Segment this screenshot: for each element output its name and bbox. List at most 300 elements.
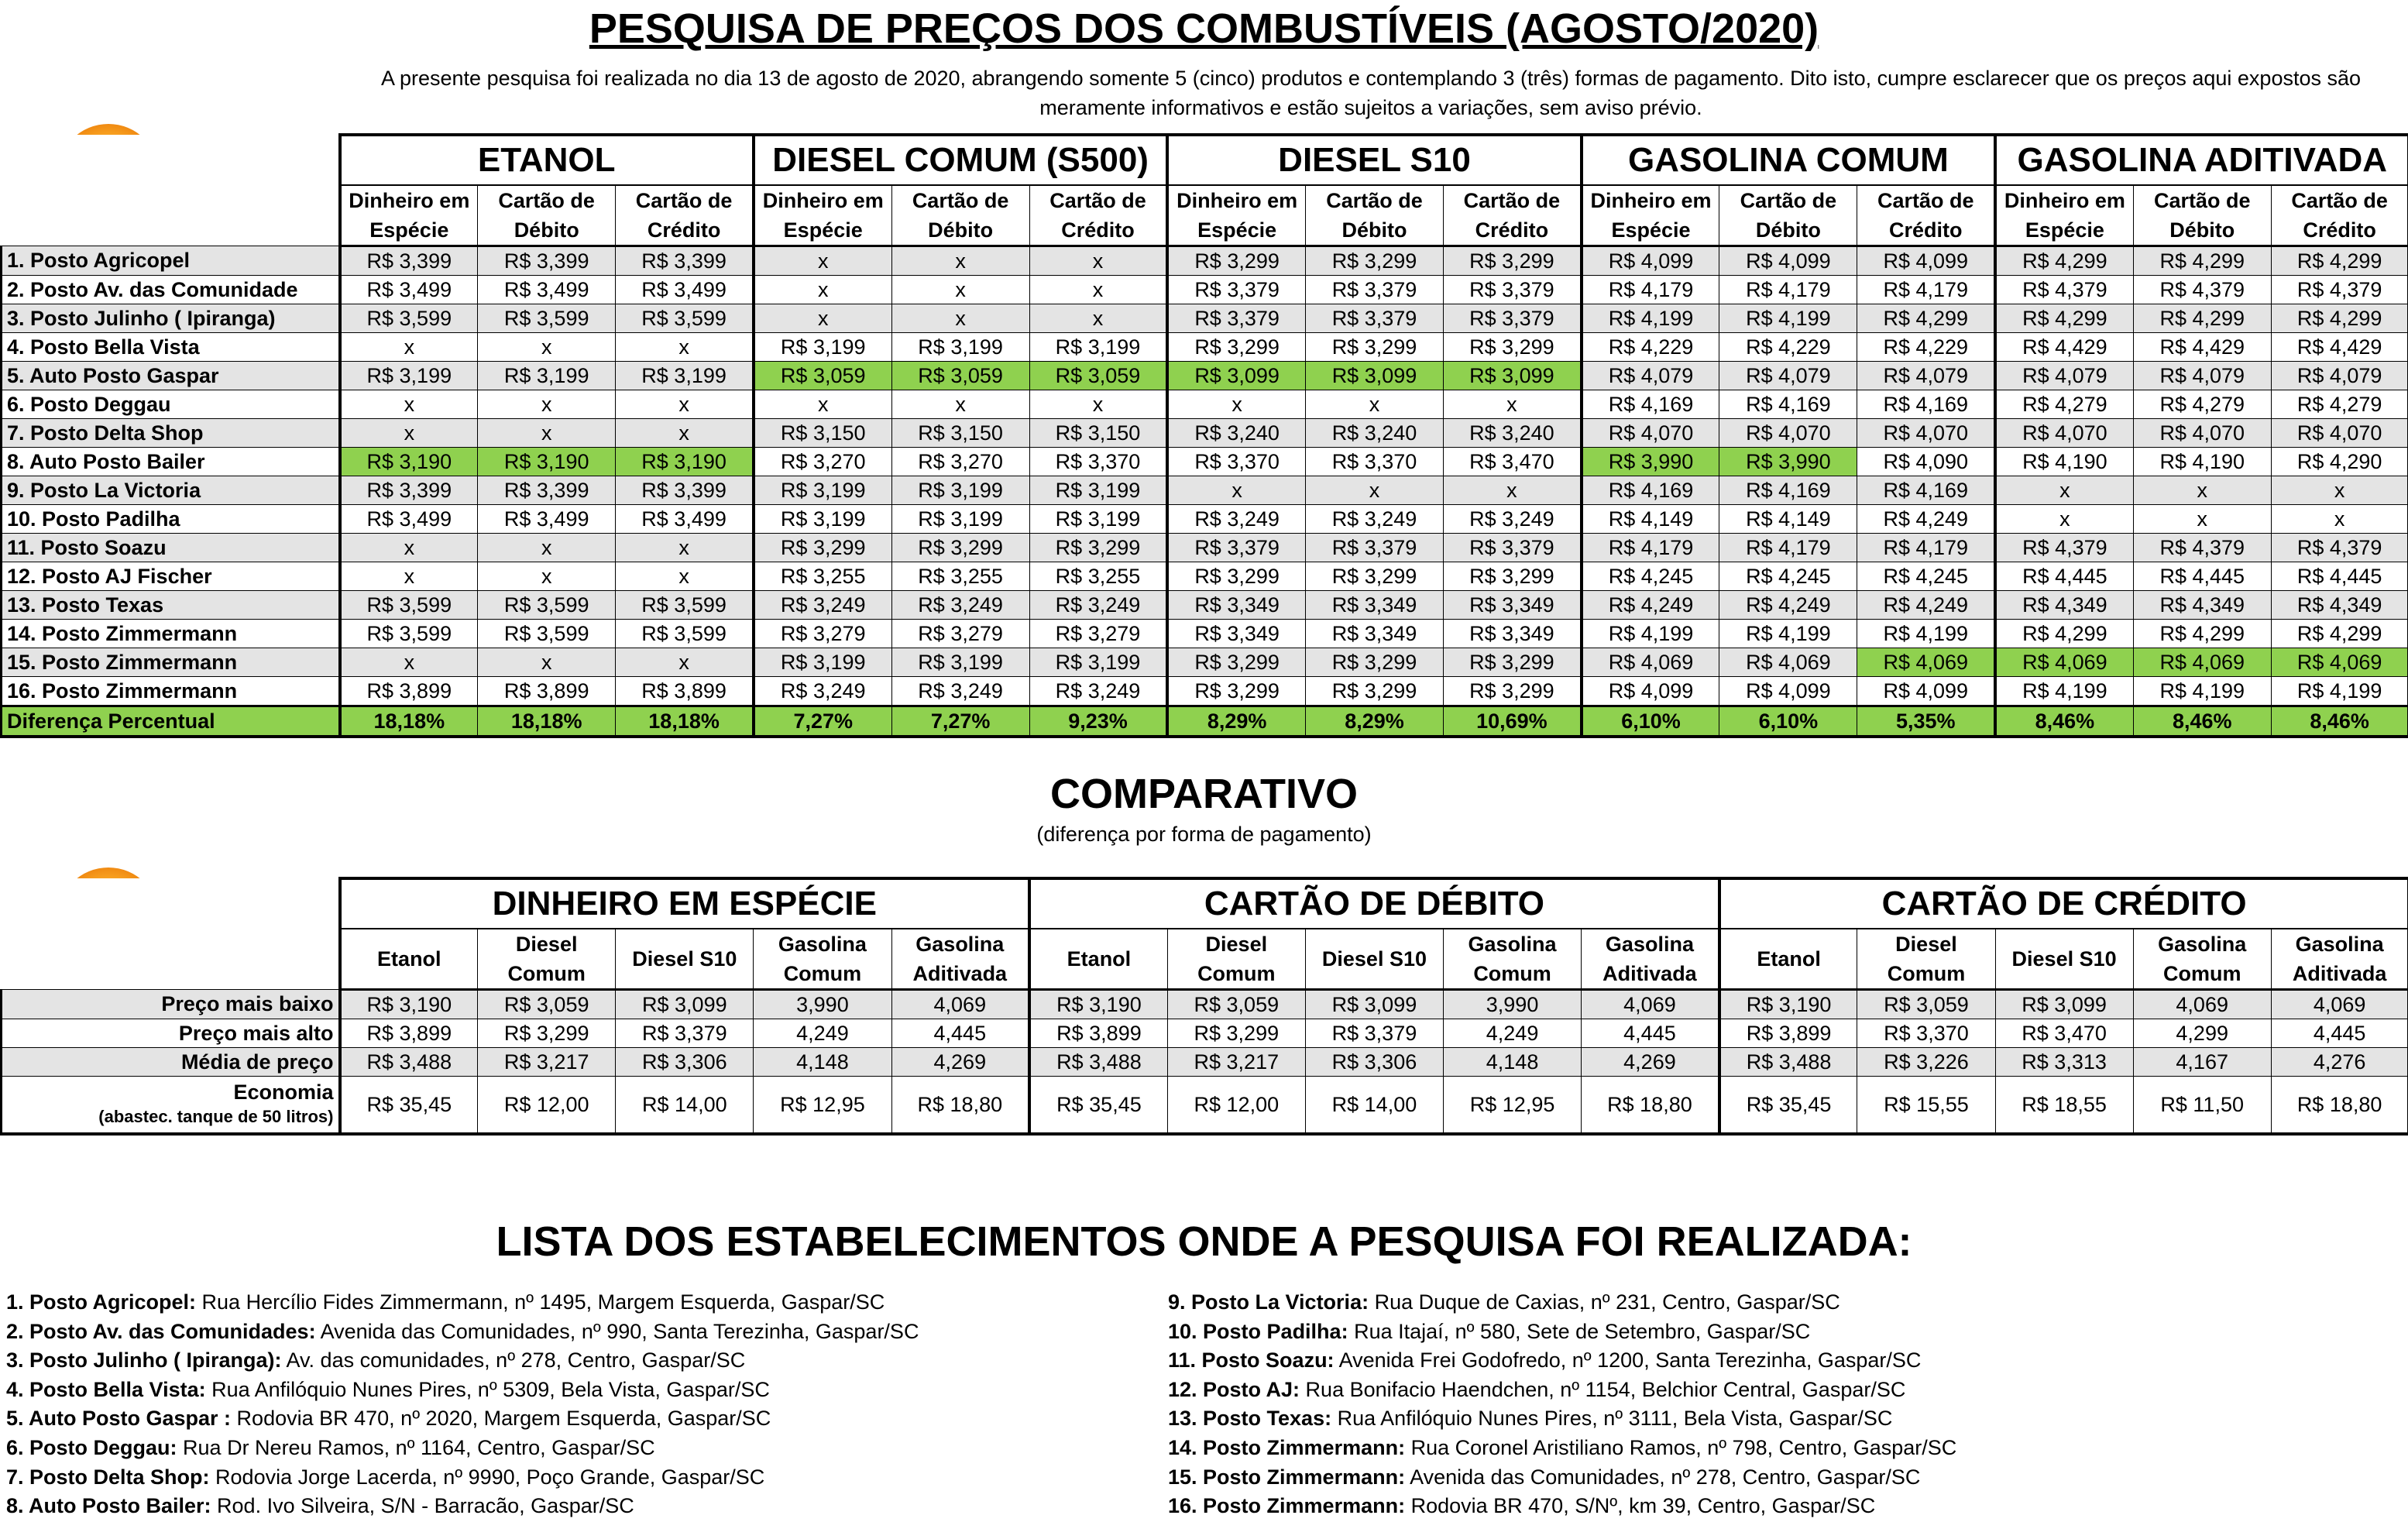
value-cell: R$ 3,379 [1305,1019,1443,1048]
price-cell: R$ 4,070 [1995,419,2133,448]
price-cell: x [616,534,754,562]
payment-header: Cartão de Crédito [1444,185,1582,246]
price-cell: R$ 3,059 [754,362,891,390]
fuel-header: Gasolina Aditivada [2271,929,2408,990]
value-cell: 3,990 [1444,990,1582,1019]
price-cell: R$ 3,499 [616,505,754,534]
price-table-body [2,246,2408,737]
price-cell: R$ 3,279 [891,620,1029,648]
price-cell: R$ 4,279 [2133,390,2271,419]
economia-cell: R$ 12,00 [1167,1077,1305,1135]
price-cell: R$ 3,270 [891,448,1029,476]
price-cell: x [616,390,754,419]
value-cell: 4,269 [891,1048,1029,1077]
establishment-name: 1. Posto Agricopel: [6,1290,197,1314]
station-name: 7. Posto Delta Shop [2,419,340,448]
table-row [2,534,2408,562]
price-cell: R$ 3,299 [1444,333,1582,362]
price-cell: R$ 3,299 [1305,648,1443,677]
establishments-list-right [1168,1288,1956,1521]
price-cell: R$ 3,255 [754,562,891,591]
payment-group-header: DINHEIRO EM ESPÉCIE [340,878,1030,929]
table-row [2,448,2408,476]
value-cell: 4,276 [2271,1048,2408,1077]
economia-cell: R$ 11,50 [2133,1077,2271,1135]
price-cell: x [891,276,1029,304]
value-cell: R$ 3,306 [1305,1048,1443,1077]
page-title: PESQUISA DE PREÇOS DOS COMBUSTÍVEIS (AGOSTO/2020) [589,5,1819,52]
table-row [2,505,2408,534]
price-cell: R$ 3,299 [1305,246,1443,276]
list-item [6,1376,919,1405]
station-name: 9. Posto La Victoria [2,476,340,505]
price-cell: R$ 3,249 [1029,677,1167,706]
establishment-address: Av. das comunidades, nº 278, Centro, Gaspar/SC [281,1348,746,1373]
diff-cell: 8,29% [1305,706,1443,737]
economia-cell: R$ 18,80 [2271,1077,2408,1135]
value-cell: R$ 3,059 [1167,990,1305,1019]
list-item [1168,1404,1956,1434]
payment-header: Dinheiro em Espécie [1995,185,2133,246]
payment-header: Cartão de Débito [2133,185,2271,246]
economia-cell: R$ 35,45 [1029,1077,1167,1135]
price-cell: R$ 4,079 [2271,362,2408,390]
fuel-header: Etanol [1029,929,1167,990]
value-cell: R$ 3,059 [1857,990,1995,1019]
price-cell: R$ 4,069 [2271,648,2408,677]
price-cell: x [2133,505,2271,534]
price-cell: R$ 4,190 [2133,448,2271,476]
price-cell: x [478,648,616,677]
price-cell: x [478,562,616,591]
price-cell: R$ 4,179 [1582,534,1719,562]
price-cell: R$ 4,169 [1857,390,1995,419]
establishment-name: 9. Posto La Victoria: [1168,1290,1369,1314]
economia-cell: R$ 12,95 [1444,1077,1582,1135]
price-cell: R$ 4,169 [1582,390,1719,419]
payment-group-header: CARTÃO DE CRÉDITO [1719,878,2408,929]
value-cell: R$ 3,099 [616,990,754,1019]
price-cell: x [1167,476,1305,505]
price-cell: x [616,333,754,362]
price-cell: R$ 4,299 [2133,246,2271,276]
price-cell: R$ 3,299 [1444,648,1582,677]
price-cell: R$ 4,069 [1995,648,2133,677]
price-cell: R$ 3,199 [616,362,754,390]
price-cell: R$ 3,199 [754,333,891,362]
table-row [2,419,2408,448]
list-item [6,1492,919,1521]
price-cell: R$ 4,099 [1719,246,1857,276]
price-cell: x [340,562,478,591]
value-cell: 4,269 [1582,1048,1719,1077]
value-cell: R$ 3,899 [340,1019,478,1048]
payment-header: Cartão de Débito [1719,185,1857,246]
payment-header: Cartão de Débito [891,185,1029,246]
value-cell: 4,069 [2271,990,2408,1019]
list-item [6,1318,919,1347]
price-cell: R$ 4,169 [1719,476,1857,505]
price-cell: x [340,648,478,677]
price-cell: x [616,648,754,677]
price-cell: x [1305,390,1443,419]
value-cell: R$ 3,488 [340,1048,478,1077]
diff-cell: 7,27% [891,706,1029,737]
price-cell: x [891,304,1029,333]
payment-group-header: CARTÃO DE DÉBITO [1029,878,1719,929]
price-cell: R$ 3,599 [478,304,616,333]
table-row [2,591,2408,620]
price-cell: R$ 3,199 [891,476,1029,505]
price-cell: R$ 3,299 [1305,562,1443,591]
fuel-header: Diesel Comum [1857,929,1995,990]
payment-group-header-row [2,878,2408,929]
diff-cell: 6,10% [1582,706,1719,737]
price-cell: R$ 4,179 [1857,276,1995,304]
price-cell: R$ 3,249 [1305,505,1443,534]
price-cell: R$ 3,370 [1305,448,1443,476]
price-cell: R$ 4,249 [1582,591,1719,620]
price-cell: R$ 4,179 [1857,534,1995,562]
fuel-group-header: GASOLINA ADITIVADA [1995,135,2408,185]
price-cell: R$ 4,299 [2133,620,2271,648]
price-cell: R$ 3,399 [478,476,616,505]
price-cell: R$ 3,299 [1444,562,1582,591]
price-cell: R$ 3,399 [616,476,754,505]
price-cell: R$ 3,349 [1167,591,1305,620]
price-cell: R$ 3,240 [1167,419,1305,448]
comparison-table-body [2,990,2408,1135]
list-item [6,1288,919,1318]
price-cell: x [1995,505,2133,534]
diff-cell: 8,46% [1995,706,2133,737]
station-name: 5. Auto Posto Gaspar [2,362,340,390]
price-cell: R$ 4,245 [1582,562,1719,591]
economia-cell: R$ 18,55 [1995,1077,2133,1135]
station-name: 3. Posto Julinho ( Ipiranga) [2,304,340,333]
table-row [2,1048,2408,1077]
table-row [2,562,2408,591]
price-cell: R$ 4,349 [1995,591,2133,620]
fuel-header: Gasolina Comum [2133,929,2271,990]
price-cell: R$ 3,150 [891,419,1029,448]
price-cell: R$ 3,299 [754,534,891,562]
diff-cell: 8,46% [2133,706,2271,737]
price-cell: x [478,419,616,448]
payment-header: Cartão de Crédito [616,185,754,246]
price-cell: R$ 3,399 [340,476,478,505]
value-cell: R$ 3,059 [478,990,616,1019]
establishment-name: 15. Posto Zimmermann: [1168,1465,1406,1489]
price-cell: x [478,534,616,562]
station-name: 1. Posto Agricopel [2,246,340,276]
price-cell: R$ 4,379 [2133,276,2271,304]
price-cell: R$ 3,249 [891,677,1029,706]
establishment-name: 5. Auto Posto Gaspar : [6,1407,232,1431]
establishment-name: 6. Posto Deggau: [6,1435,177,1459]
price-cell: R$ 3,059 [891,362,1029,390]
price-cell: R$ 3,499 [478,276,616,304]
price-cell: x [616,562,754,591]
fuel-header: Diesel Comum [1167,929,1305,990]
price-cell: R$ 3,299 [1305,333,1443,362]
price-cell: R$ 3,199 [1029,333,1167,362]
price-cell: R$ 3,599 [616,620,754,648]
price-cell: R$ 3,249 [891,591,1029,620]
value-cell: R$ 3,217 [478,1048,616,1077]
establishment-address: Avenida Frei Godofredo, nº 1200, Santa Terezinha, Gaspar/SC [1334,1348,1922,1373]
price-cell: R$ 3,599 [340,620,478,648]
price-cell: R$ 3,599 [478,591,616,620]
price-cell: R$ 3,299 [1167,677,1305,706]
value-cell: 4,167 [2133,1048,2271,1077]
fuel-group-header: GASOLINA COMUM [1582,135,1995,185]
value-cell: R$ 3,488 [1029,1048,1167,1077]
price-cell: R$ 3,249 [1029,591,1167,620]
station-name: 13. Posto Texas [2,591,340,620]
price-cell: R$ 4,079 [1582,362,1719,390]
station-name: 14. Posto Zimmermann [2,620,340,648]
diff-cell: 10,69% [1444,706,1582,737]
payment-header: Cartão de Débito [1305,185,1443,246]
establishment-name: 13. Posto Texas: [1168,1407,1332,1431]
intro-line-2: meramente informativos e estão sujeitos a variações, sem aviso prévio. [1039,96,1702,119]
price-cell: R$ 3,399 [478,246,616,276]
price-cell: R$ 3,379 [1305,304,1443,333]
value-cell: 4,445 [1582,1019,1719,1048]
price-cell: R$ 4,299 [2133,304,2271,333]
price-cell: x [616,419,754,448]
establishment-name: 12. Posto AJ: [1168,1377,1300,1401]
value-cell: 4,445 [891,1019,1029,1048]
price-cell: x [891,246,1029,276]
price-cell: R$ 4,199 [1582,304,1719,333]
price-cell: R$ 3,099 [1167,362,1305,390]
price-cell: R$ 3,199 [340,362,478,390]
economia-cell: R$ 12,00 [478,1077,616,1135]
establishments-list-left [6,1288,919,1521]
price-cell: x [2271,505,2408,534]
price-cell: R$ 4,379 [1995,534,2133,562]
list-item [6,1346,919,1376]
establishment-name: 8. Auto Posto Bailer: [6,1494,211,1518]
list-item [6,1404,919,1434]
price-cell: R$ 3,599 [616,591,754,620]
price-cell: R$ 4,099 [1857,246,1995,276]
value-cell: 3,990 [754,990,891,1019]
fuel-header: Gasolina Aditivada [891,929,1029,990]
establishment-address: Rua Coronel Aristiliano Ramos, nº 798, Centro, Gaspar/SC [1405,1435,1957,1459]
price-cell: R$ 3,299 [1444,677,1582,706]
price-cell: R$ 4,079 [1995,362,2133,390]
price-cell: R$ 3,399 [616,246,754,276]
price-cell: R$ 3,899 [616,677,754,706]
price-cell: R$ 4,199 [1719,620,1857,648]
economia-cell: R$ 18,80 [891,1077,1029,1135]
price-cell: R$ 4,070 [1582,419,1719,448]
price-cell: R$ 4,079 [2133,362,2271,390]
price-cell: R$ 4,299 [2271,620,2408,648]
economia-cell: R$ 35,45 [1719,1077,1857,1135]
price-cell: R$ 3,370 [1167,448,1305,476]
list-item [1168,1434,1956,1463]
establishment-address: Rodovia BR 470, nº 2020, Margem Esquerda, Gaspar/SC [231,1407,771,1431]
price-cell: R$ 3,099 [1444,362,1582,390]
price-cell: R$ 3,099 [1305,362,1443,390]
economia-cell: R$ 35,45 [340,1077,478,1135]
price-cell: R$ 3,470 [1444,448,1582,476]
price-cell: x [2271,476,2408,505]
fuel-header: Diesel S10 [616,929,754,990]
economia-cell: R$ 15,55 [1857,1077,1995,1135]
price-cell: R$ 4,179 [1719,534,1857,562]
station-name: 15. Posto Zimmermann [2,648,340,677]
fuel-header: Etanol [340,929,478,990]
payment-header: Cartão de Crédito [1857,185,1995,246]
price-cell: R$ 4,179 [1719,276,1857,304]
price-cell: R$ 3,349 [1444,591,1582,620]
table-row [2,620,2408,648]
value-cell: R$ 3,306 [616,1048,754,1077]
list-item [6,1463,919,1493]
price-cell: R$ 3,240 [1444,419,1582,448]
diff-cell: 6,10% [1719,706,1857,737]
list-item [1168,1288,1956,1318]
price-cell: R$ 4,445 [2133,562,2271,591]
price-cell: x [754,304,891,333]
price-cell: R$ 3,255 [1029,562,1167,591]
price-cell: x [340,333,478,362]
establishment-name: 14. Posto Zimmermann: [1168,1435,1406,1459]
price-cell: R$ 4,199 [2133,677,2271,706]
price-cell: R$ 3,249 [1167,505,1305,534]
value-cell: R$ 3,470 [1995,1019,2133,1048]
price-cell: R$ 4,070 [2133,419,2271,448]
intro-text [341,64,2401,122]
establishment-address: Rua Bonifacio Haendchen, nº 1154, Belchior Central, Gaspar/SC [1300,1377,1906,1401]
station-name: 6. Posto Deggau [2,390,340,419]
value-cell: R$ 3,190 [340,990,478,1019]
price-cell: x [478,390,616,419]
fuel-header: Diesel Comum [478,929,616,990]
fuel-header: Gasolina Aditivada [1582,929,1719,990]
fuel-header-row [2,929,2408,990]
fuel-group-header: DIESEL S10 [1167,135,1581,185]
diff-cell: 5,35% [1857,706,1995,737]
price-cell: R$ 3,349 [1305,591,1443,620]
diff-cell: 18,18% [478,706,616,737]
economia-cell: R$ 18,80 [1582,1077,1719,1135]
price-cell: R$ 3,299 [891,534,1029,562]
price-cell: x [754,390,891,419]
establishment-name: 11. Posto Soazu: [1168,1348,1335,1373]
diff-label: Diferença Percentual [2,706,340,737]
value-cell: R$ 3,313 [1995,1048,2133,1077]
price-cell: R$ 4,379 [1995,276,2133,304]
station-name: 11. Posto Soazu [2,534,340,562]
economia-label-cell [2,1077,340,1135]
price-cell: R$ 3,199 [754,505,891,534]
price-cell: x [340,419,478,448]
price-cell: x [891,390,1029,419]
payment-header: Dinheiro em Espécie [1167,185,1305,246]
price-cell: R$ 4,079 [1857,362,1995,390]
value-cell: R$ 3,299 [478,1019,616,1048]
price-cell: R$ 3,990 [1582,448,1719,476]
table-row [2,390,2408,419]
price-cell: R$ 4,099 [1857,677,1995,706]
station-name: 12. Posto AJ Fischer [2,562,340,591]
price-cell: R$ 3,349 [1444,620,1582,648]
economia-cell: R$ 14,00 [1305,1077,1443,1135]
price-cell: R$ 4,349 [2271,591,2408,620]
price-cell: x [1029,390,1167,419]
price-cell: x [1305,476,1443,505]
price-cell: R$ 4,190 [1995,448,2133,476]
table-row [2,304,2408,333]
station-name: 2. Posto Av. das Comunidade [2,276,340,304]
price-cell: x [340,390,478,419]
fuel-group-header: DIESEL COMUM (S500) [754,135,1167,185]
price-cell: R$ 3,370 [1029,448,1167,476]
price-cell: R$ 3,255 [891,562,1029,591]
price-cell: R$ 3,379 [1444,534,1582,562]
diff-cell: 8,29% [1167,706,1305,737]
intro-line-1: A presente pesquisa foi realizada no dia 13 de agosto de 2020, abrangendo somente 5 (cinco) produtos e contemplando 3 (três) formas de pagamento. Dito isto, cumpre esclarecer que os preços aqui expostos são [380,67,2362,90]
price-cell: R$ 3,599 [340,591,478,620]
price-cell: R$ 3,599 [340,304,478,333]
price-cell: R$ 3,299 [1167,648,1305,677]
economia-cell: R$ 14,00 [616,1077,754,1135]
price-cell: R$ 3,270 [754,448,891,476]
fuel-header: Gasolina Comum [1444,929,1582,990]
payment-header: Cartão de Débito [478,185,616,246]
payment-header: Dinheiro em Espécie [340,185,478,246]
fuel-group-header-row [2,135,2408,185]
price-cell: R$ 4,379 [2133,534,2271,562]
economia-row [2,1077,2408,1135]
establishment-name: 2. Posto Av. das Comunidades: [6,1319,316,1343]
price-cell: R$ 3,499 [616,276,754,304]
establishment-address: Rua Dr Nereu Ramos, nº 1164, Centro, Gaspar/SC [177,1435,655,1459]
value-cell: R$ 3,099 [1305,990,1443,1019]
comparativo-title: COMPARATIVO [1050,771,1358,817]
value-cell: 4,249 [1444,1019,1582,1048]
price-cell: R$ 3,199 [754,476,891,505]
price-cell: R$ 4,199 [2271,677,2408,706]
fuel-header: Diesel S10 [1305,929,1443,990]
price-cell: R$ 4,069 [2133,648,2271,677]
price-cell: R$ 3,379 [1167,534,1305,562]
price-cell: R$ 3,199 [891,648,1029,677]
table-row [2,276,2408,304]
payment-header: Dinheiro em Espécie [754,185,891,246]
price-cell: R$ 4,099 [1582,246,1719,276]
blank-corner [2,135,340,246]
list-item [1168,1463,1956,1493]
price-cell: R$ 3,499 [478,505,616,534]
establishment-address: Rua Itajaí, nº 580, Sete de Setembro, Gaspar/SC [1348,1319,1811,1343]
economia-label: Economia [233,1081,334,1104]
value-cell: R$ 3,217 [1167,1048,1305,1077]
price-cell: R$ 3,190 [616,448,754,476]
price-cell: R$ 4,070 [1719,419,1857,448]
fuel-header: Diesel S10 [1995,929,2133,990]
price-cell: R$ 4,229 [1582,333,1719,362]
price-cell: R$ 3,199 [1029,505,1167,534]
price-cell: R$ 3,199 [891,505,1029,534]
diff-cell: 18,18% [340,706,478,737]
